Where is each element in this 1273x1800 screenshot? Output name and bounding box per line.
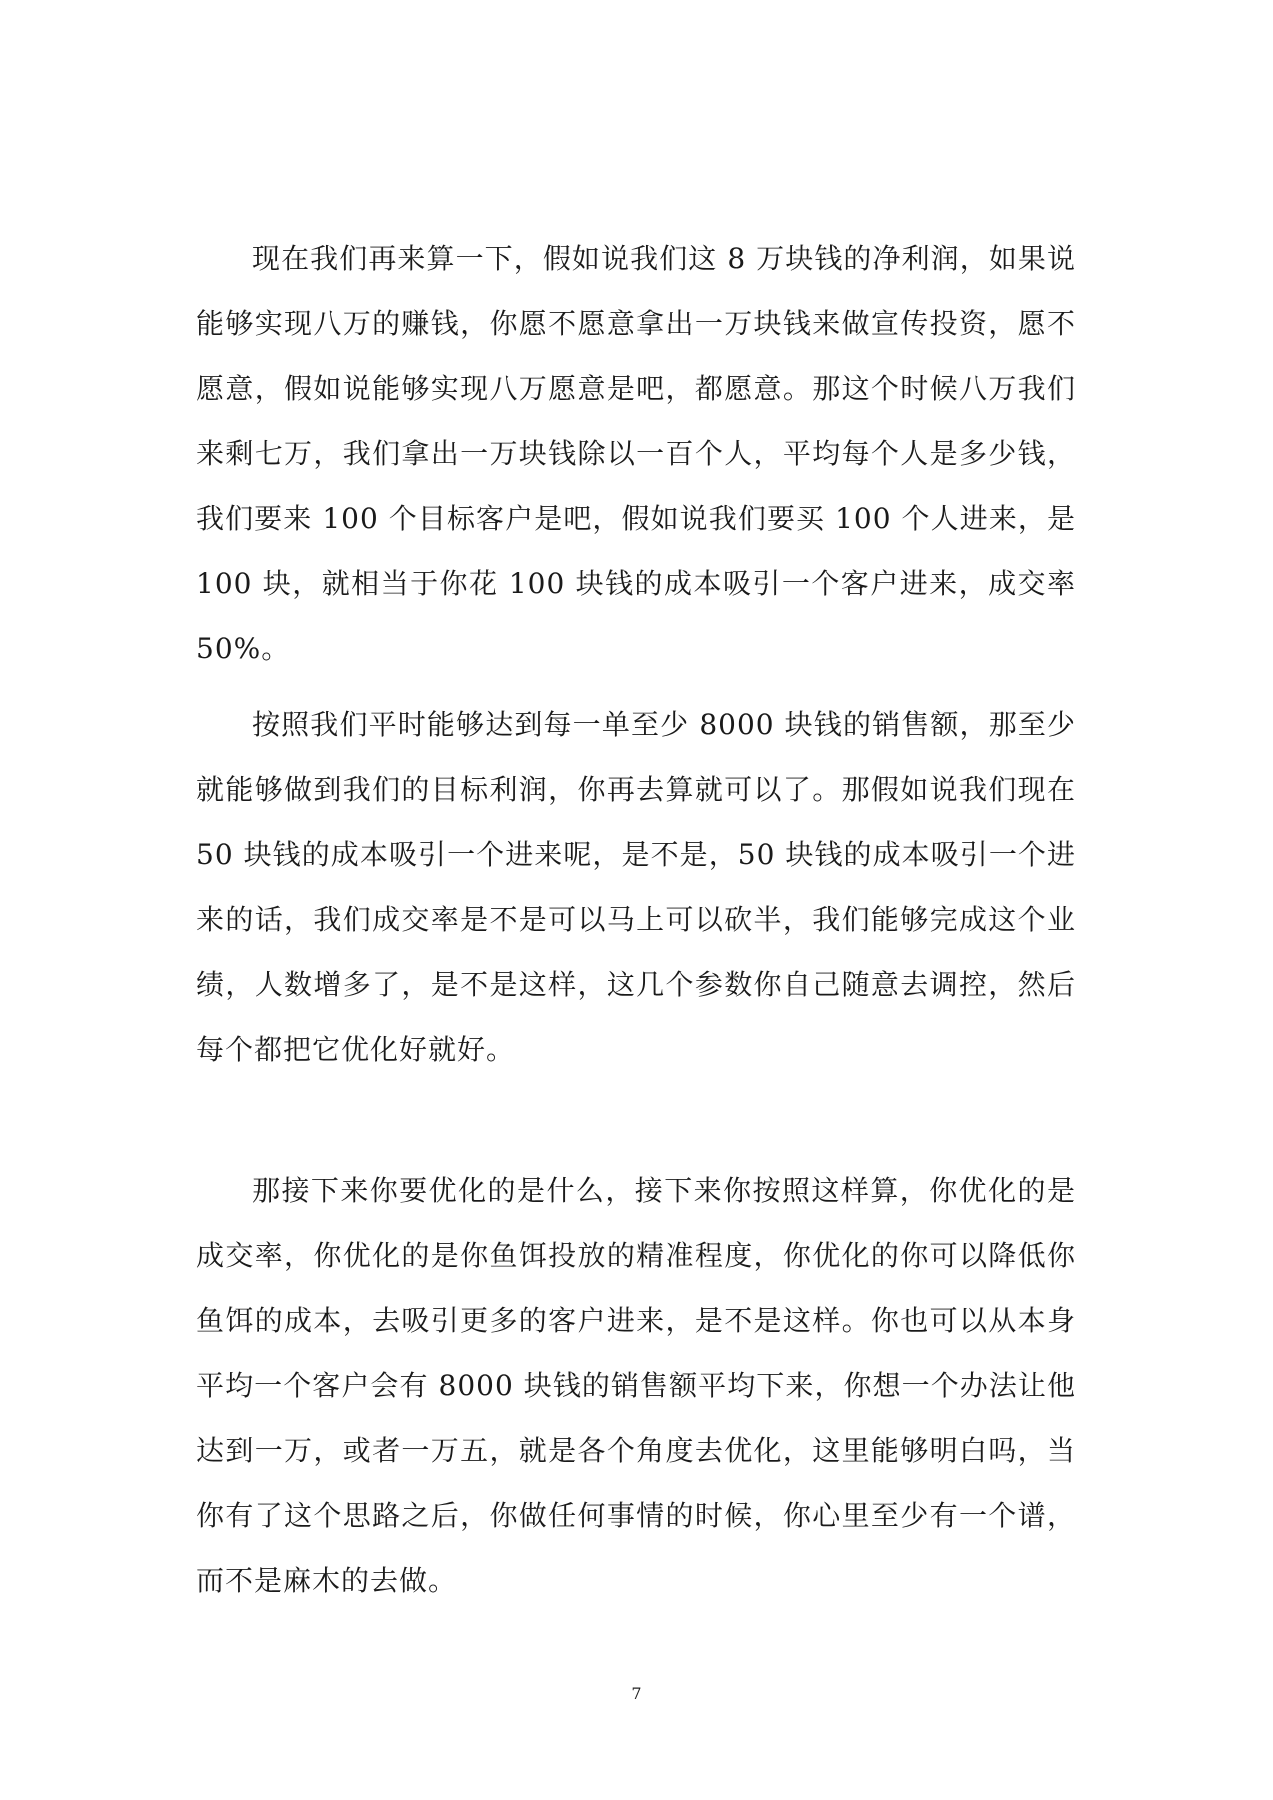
paragraph-3: 那接下来你要优化的是什么，接下来你按照这样算，你优化的是成交率，你优化的是你鱼饵投放的精准程度，你优化的你可以降低你鱼饵的成本，去吸引更多的客户进来，是不是这样。你也可以从本身平均一个客户会有 8000 块钱的销售额平均下来，你想一个办法让他达到一万，或者一万五，就是各个角度去优化，这里能够明白吗，当你有了这个思路之后，你做任何事情的时候，你心里至少有一个谱，而不是麻木的去做。 — [196, 1174, 1076, 1597]
page-number: 7 — [631, 1684, 642, 1703]
paragraph-1: 现在我们再来算一下，假如说我们这 8 万块钱的净利润，如果说能够实现八万的赚钱，你愿不愿意拿出一万块钱来做宣传投资，愿不愿意，假如说能够实现八万愿意是吧，都愿意。那这个时候八万我们来剩七万，我们拿出一万块钱除以一百个人，平均每个人是多少钱，我们要来 100 个目标客户是吧，假如说我们要买 100 个人进来，是 100 块，就相当于你花 100 块钱的成本吸引一个客户进来，成交率 50%。 — [196, 242, 1076, 665]
paragraph-2: 按照我们平时能够达到每一单至少 8000 块钱的销售额，那至少就能够做到我们的目标利润，你再去算就可以了。那假如说我们现在 50 块钱的成本吸引一个进来呢，是不是，50 块钱的成本吸引一个进来的话，我们成交率是不是可以马上可以砍半，我们能够完成这个业绩，人数增多了，是不是这样，这几个参数你自己随意去调控，然后每个都把它优化好就好。 — [196, 708, 1076, 1066]
